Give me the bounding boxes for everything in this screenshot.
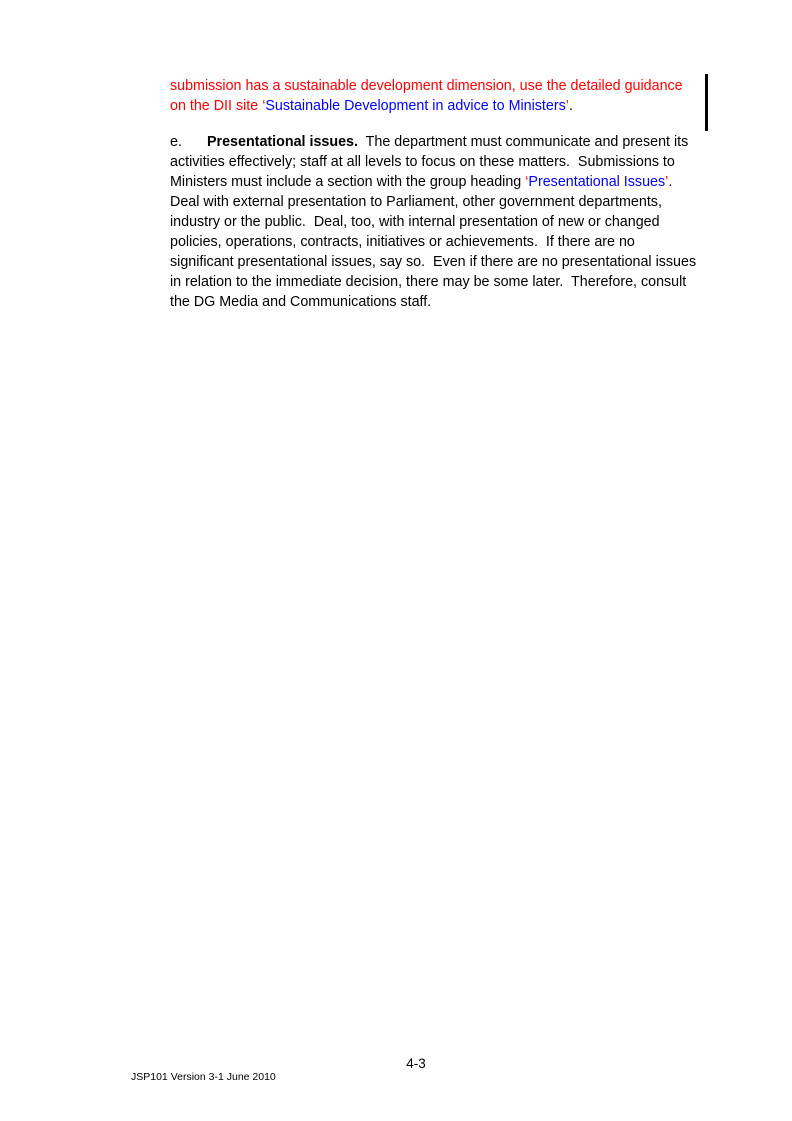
quote-close: ’	[665, 174, 669, 190]
presentational-issues-link[interactable]: Presentational Issues	[528, 174, 666, 190]
paragraph-sustainable-development	[170, 76, 700, 116]
paragraph-presentational-issues	[170, 132, 700, 312]
footer-version: JSP101 Version 3-1 June 2010	[131, 1071, 276, 1083]
quote-close: ’	[565, 98, 569, 114]
paragraph-text-continued: . Deal with external presentation to Parliament, other government departments, industry or the public. Deal, too, with internal presentation of new or changed policies, operations, contracts, initiatives or achievements. If there are no significant presentational issues, say so. Even if there are no presentational issues in relation to the immediate decision, there may be some later. Therefore, consult the DG Media and Communications staff.	[170, 174, 701, 310]
change-bar	[705, 74, 708, 131]
paragraph-heading: Presentational issues.	[207, 134, 358, 150]
paragraph-marker: e.	[170, 134, 182, 150]
quote-open: ‘	[262, 98, 266, 114]
paragraph-text: The department must communicate and present its activities effectively; staff at all levels to focus on these matters. Submissions to Ministers must include a section with the group heading	[170, 134, 693, 190]
quote-open: ‘	[525, 174, 529, 190]
page-number: 4-3	[406, 1056, 426, 1071]
sentence-end: .	[568, 98, 573, 114]
sustainable-development-link[interactable]: Sustainable Development in advice to Ministers	[265, 98, 566, 114]
changed-text: submission has a sustainable development dimension, use the detailed guidance on the DII site	[170, 78, 683, 114]
